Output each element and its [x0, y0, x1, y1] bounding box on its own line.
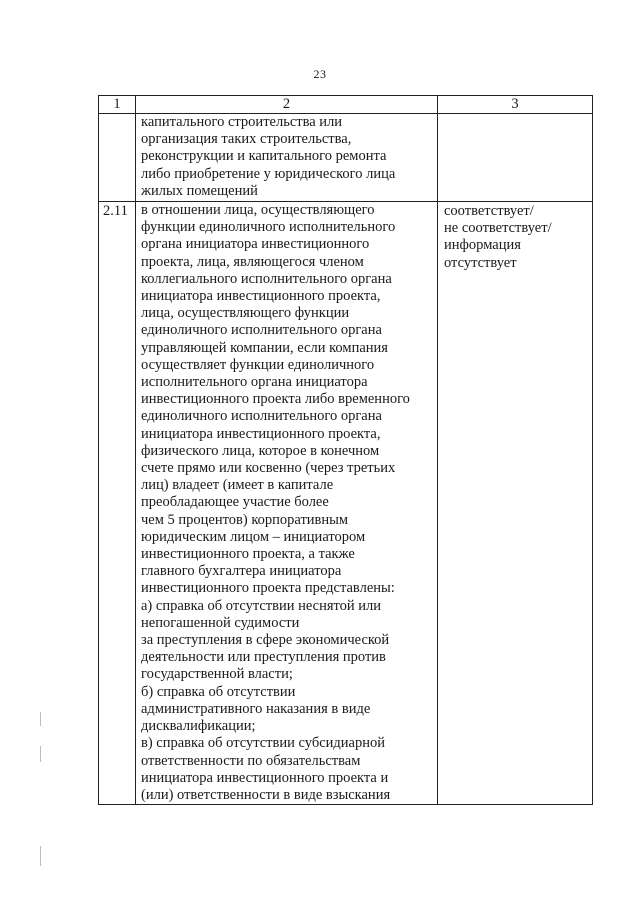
text-line: реконструкции и капитального ремонта — [141, 148, 387, 165]
text-line: функции единоличного исполнительного — [141, 219, 396, 236]
scan-artifact-mark — [40, 712, 41, 726]
scan-artifact-mark — [40, 746, 41, 762]
status-line: информация — [444, 237, 521, 254]
column-header-3: 3 — [438, 96, 593, 114]
table-row-2-11 — [99, 202, 593, 805]
text-line: жилых помещений — [141, 182, 258, 199]
row-number-cell — [99, 114, 136, 202]
text-line: исполнительного органа инициатора — [141, 374, 368, 391]
text-line: деятельности или преступления против — [141, 649, 386, 666]
text-line: административного наказания в виде — [141, 700, 371, 717]
requirement-text-cell — [136, 114, 438, 202]
text-line: единоличного исполнительного органа — [141, 408, 382, 425]
text-line: единоличного исполнительного органа — [141, 322, 382, 339]
text-line: инициатора инвестиционного проекта и — [141, 769, 389, 786]
text-line: юридическим лицом – инициатором — [141, 528, 366, 545]
text-line: инвестиционного проекта, а также — [141, 546, 355, 563]
text-line: физического лица, которое в конечном — [141, 442, 380, 459]
table-header-row — [99, 96, 593, 114]
status-line: не соответствует/ — [444, 220, 552, 237]
text-line: инициатора инвестиционного проекта, — [141, 425, 381, 442]
text-line: инвестиционного проекта представлены: — [141, 580, 395, 597]
text-line: капитального строительства или — [141, 114, 343, 130]
text-line: инвестиционного проекта либо временного — [141, 391, 410, 408]
status-cell — [438, 202, 593, 805]
row-number-cell: 2.11 — [99, 202, 136, 805]
text-line: организация таких строительства, — [141, 131, 352, 148]
text-line: либо приобретение у юридического лица — [141, 165, 396, 182]
text-line: государственной власти; — [141, 666, 293, 683]
text-line: в) справка об отсутствии субсидиарной — [141, 735, 385, 752]
text-line: проекта, лица, являющегося членом — [141, 253, 364, 270]
table-row-continuation — [99, 114, 593, 202]
page-number: 23 — [313, 67, 327, 81]
text-line: осуществляет функции единоличного — [141, 356, 375, 373]
status-line: соответствует/ — [444, 203, 534, 219]
requirement-text-cell — [136, 202, 438, 805]
text-line: коллегиального исполнительного органа — [141, 270, 392, 287]
text-line: органа инициатора инвестиционного — [141, 236, 370, 253]
text-line: (или) ответственности в виде взыскания — [141, 786, 391, 803]
text-line: дисквалификации; — [141, 718, 256, 735]
text-line: лиц) владеет (имеет в капитале — [141, 477, 334, 494]
text-line: лица, осуществляющего функции — [141, 305, 350, 322]
scan-artifact-mark — [40, 846, 41, 866]
text-line: преобладающее участие более — [141, 494, 329, 511]
text-line: за преступления в сфере экономической — [141, 632, 390, 649]
text-line: б) справка об отсутствии — [141, 683, 296, 700]
text-line: а) справка об отсутствии неснятой или — [141, 597, 382, 614]
text-line: главного бухгалтера инициатора — [141, 563, 342, 580]
text-line: ответственности по обязательствам — [141, 752, 361, 769]
column-header-2: 2 — [136, 96, 438, 114]
status-line: отсутствует — [444, 254, 517, 271]
requirements-table — [98, 95, 593, 805]
status-cell — [438, 114, 593, 202]
text-line: непогашенной судимости — [141, 614, 300, 631]
text-line: в отношении лица, осуществляющего — [141, 202, 375, 218]
text-line: управляющей компании, если компания — [141, 339, 388, 356]
text-line: чем 5 процентов) корпоративным — [141, 511, 349, 528]
text-line: инициатора инвестиционного проекта, — [141, 288, 381, 305]
text-line: счете прямо или косвенно (через третьих — [141, 460, 396, 477]
column-header-1: 1 — [99, 96, 136, 114]
